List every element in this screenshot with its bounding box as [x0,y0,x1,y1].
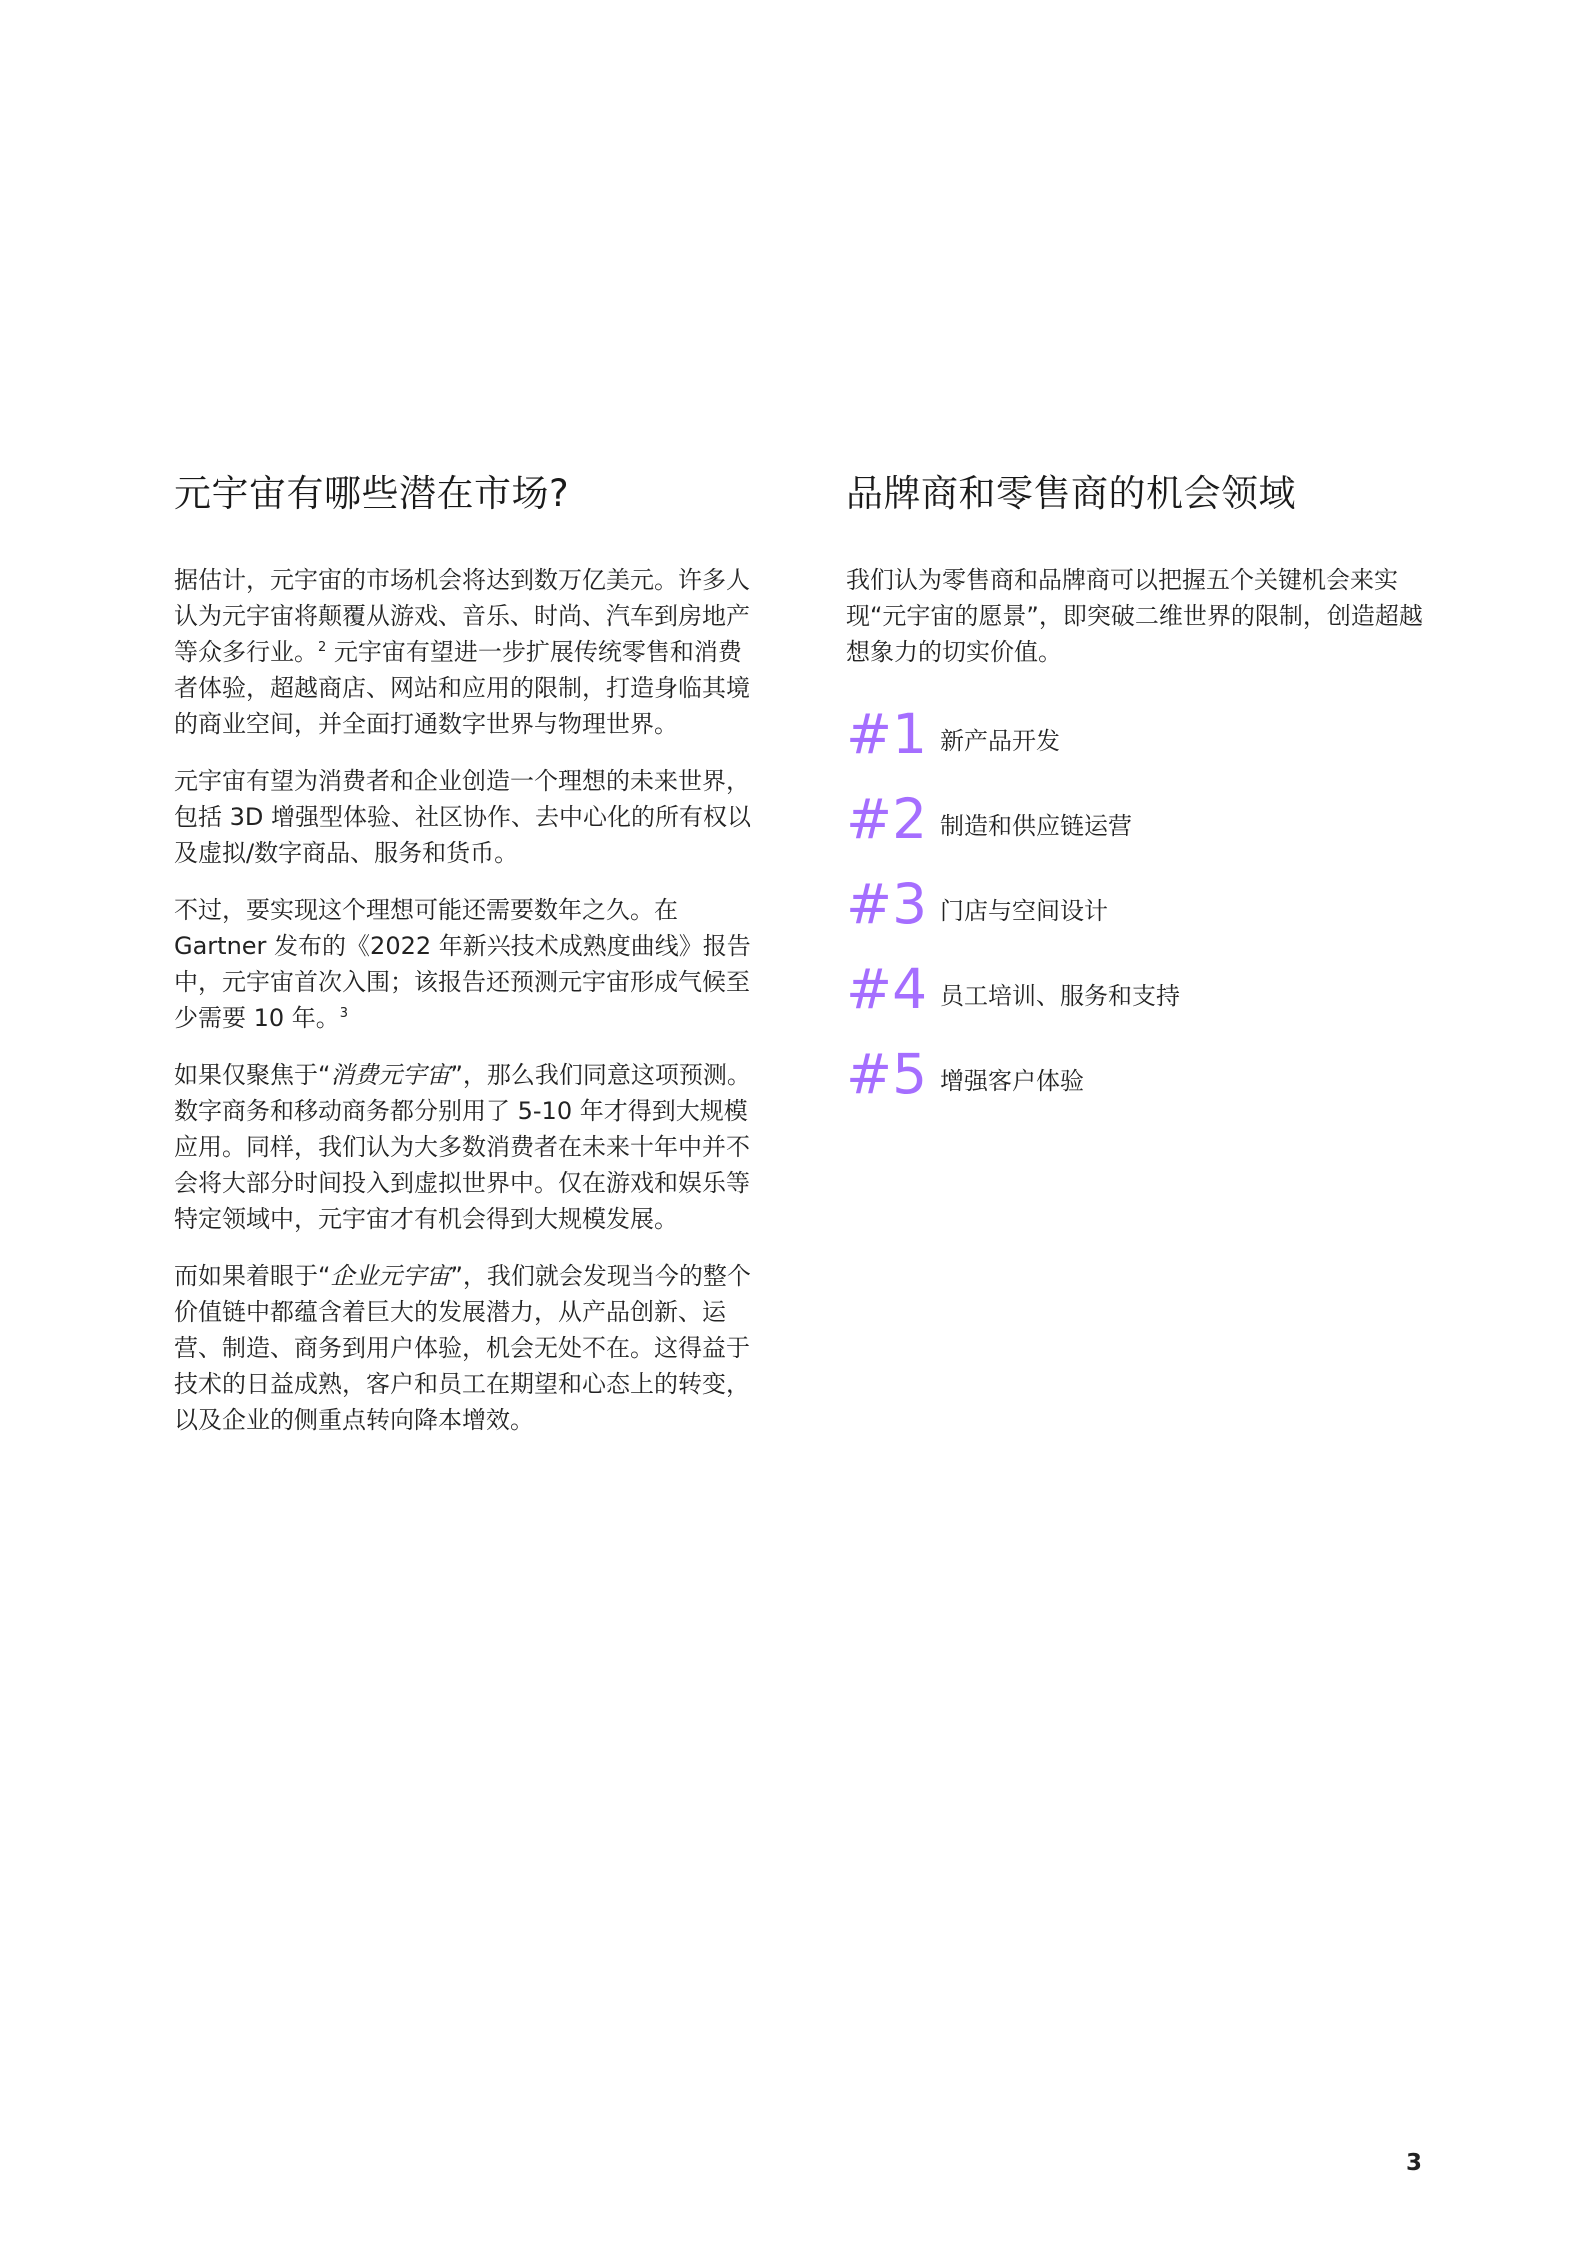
opportunity-item [846,946,1436,1031]
paragraph-3 [174,892,756,1036]
paragraph-5 [174,1258,756,1438]
enterprise-metaverse-term: 企业元宇宙 [330,1262,451,1290]
opportunity-label: 新产品开发 [940,727,1060,755]
paragraph-1 [174,562,756,742]
right-column [846,464,1436,1116]
right-heading: 品牌商和零售商的机会领域 [846,472,1296,515]
opportunity-label: 员工培训、服务和支持 [940,982,1180,1010]
consumer-metaverse-term: 消费元宇宙 [330,1061,451,1089]
opportunity-number: #3 [846,871,928,936]
opportunity-number: #2 [846,786,928,851]
opportunity-label: 增强客户体验 [940,1067,1084,1095]
paragraph-4-text: 如果仅聚焦于“ [174,1061,331,1089]
left-heading: 元宇宙有哪些潜在市场? [174,472,570,515]
paragraph-1-text: 据估计，元宇宙的市场机会将达到数万亿美元。许多人认为元宇宙将颠覆从游戏、音乐、时尚、汽车到房地产等众多行业。 [174,566,750,666]
opportunity-item [846,861,1436,946]
paragraph-2-text: 元宇宙有望为消费者和企业创造一个理想的未来世界，包括 3D 增强型体验、社区协作、去中心化的所有权以及虚拟/数字商品、服务和货币。 [174,767,752,867]
opportunity-number: #5 [846,1041,928,1106]
opportunity-item [846,1031,1436,1116]
paragraph-1-text-cont: 元宇宙有望进一步扩展传统零售和消费者体验，超越商店、网站和应用的限制，打造身临其境的商业空间，并全面打通数字世界与物理世界。 [174,638,750,738]
paragraph-4 [174,1057,756,1237]
opportunity-number: #4 [846,956,928,1021]
paragraph-3-text: 不过，要实现这个理想可能还需要数年之久。在 Gartner 发布的《2022 年新兴技术成熟度曲线》报告中，元宇宙首次入围；该报告还预测元宇宙形成气候至少需要 10 年。 [174,896,751,1032]
left-column [174,464,756,1459]
paragraph-2 [174,763,756,871]
opportunity-list [846,691,1436,1116]
paragraph-4-text-cont: ”，那么我们同意这项预测。数字商务和移动商务都分别用了 5-10 年才得到大规模应用。同样，我们认为大多数消费者在未来十年中并不会将大部分时间投入到虚拟世界中。仅在游戏和娱乐等特定领域中，元宇宙才有机会得到大规模发展。 [174,1061,751,1233]
page-number: 3 [1405,2150,1422,2176]
footnote-ref-2: 2 [318,640,327,655]
opportunity-item [846,691,1436,776]
right-intro: 我们认为零售商和品牌商可以把握五个关键机会来实现“元宇宙的愿景”，即突破二维世界的限制，创造超越想象力的切实价值。 [846,566,1423,666]
paragraph-5-text: 而如果着眼于“ [174,1262,331,1290]
opportunity-number: #1 [846,701,928,766]
footnote-ref-3: 3 [339,1006,349,1021]
opportunity-label: 制造和供应链运营 [940,812,1132,840]
opportunity-item [846,776,1436,861]
opportunity-label: 门店与空间设计 [940,897,1108,925]
paragraph-5-text-cont: ”，我们就会发现当今的整个价值链中都蕴含着巨大的发展潜力，从产品创新、运营、制造、商务到用户体验，机会无处不在。这得益于技术的日益成熟，客户和员工在期望和心态上的转变，以及企业的侧重点转向降本增效。 [174,1262,751,1434]
